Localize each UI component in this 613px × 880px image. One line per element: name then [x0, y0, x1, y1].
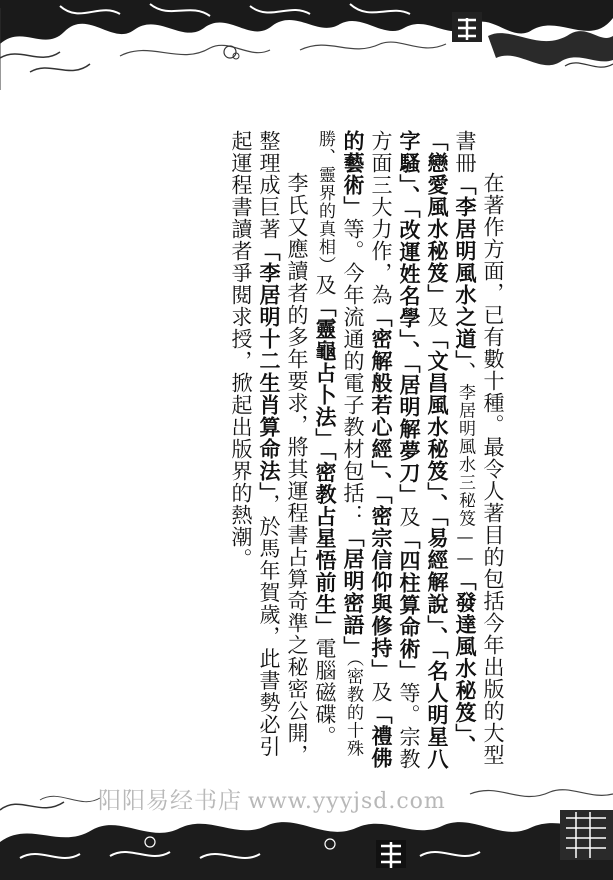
- book-title: 「文昌風水秘笈」、「易經解說」、「名人明星八字騷」、「改運姓名學」、「居明解夢刀」: [397, 130, 450, 770]
- text-segment: 李氏又應讀者的多年要求，將其運程書占算奇準之秘密公開，整理成巨著: [257, 130, 309, 766]
- book-title: 「四柱算命術」: [397, 528, 422, 682]
- book-title: 「禮佛的藝術」: [341, 130, 394, 769]
- watermark-name: 阳阳易经书店: [98, 788, 242, 814]
- book-title: 「李居明風水之道」: [453, 174, 478, 362]
- text-segment: 、: [453, 361, 477, 384]
- text-segment: 電腦磁碟。: [313, 637, 337, 748]
- text-segment: 等。今年流通的電子教材包括：: [341, 218, 365, 526]
- text-segment: ，於馬年賀歲，此書勢必引起運程書讀者爭閱求授，掀起出版界的熱潮。: [229, 130, 281, 758]
- text-annotation: （密教的十殊勝、靈界的真相）: [315, 130, 363, 758]
- text-segment: 及: [397, 506, 421, 528]
- book-title: 「居明密語」: [341, 526, 366, 658]
- paragraph-works: [311, 130, 507, 770]
- vertical-text-block: [107, 130, 507, 770]
- text-segment: 及: [425, 306, 449, 328]
- book-title: 「發達風水秘笈」、「戀愛風水秘笈」: [425, 130, 478, 757]
- book-title: 「李居明十二生肖算命法」: [257, 240, 282, 494]
- book-title: 「密解般若心經」、「密宗信仰與修持」: [369, 306, 394, 681]
- text-segment-small: 李居明風水三秘笈——: [455, 383, 475, 570]
- text-segment: 及: [369, 681, 393, 703]
- watermark-site: www.yyyjsd.com: [248, 789, 446, 814]
- watermark: [98, 782, 446, 815]
- text-segment: 等。宗教方面三大力作，為: [369, 130, 421, 770]
- paragraph-new-book: [227, 130, 311, 770]
- text-segment: 及: [313, 274, 337, 296]
- book-title: 「靈龜占卜法」「密教占星悟前生」: [313, 296, 338, 638]
- decorative-border-top: [0, 0, 613, 112]
- text-segment: 在著作方面，已有數十種。最令人著目的包括今年出版的大型書冊: [453, 130, 505, 766]
